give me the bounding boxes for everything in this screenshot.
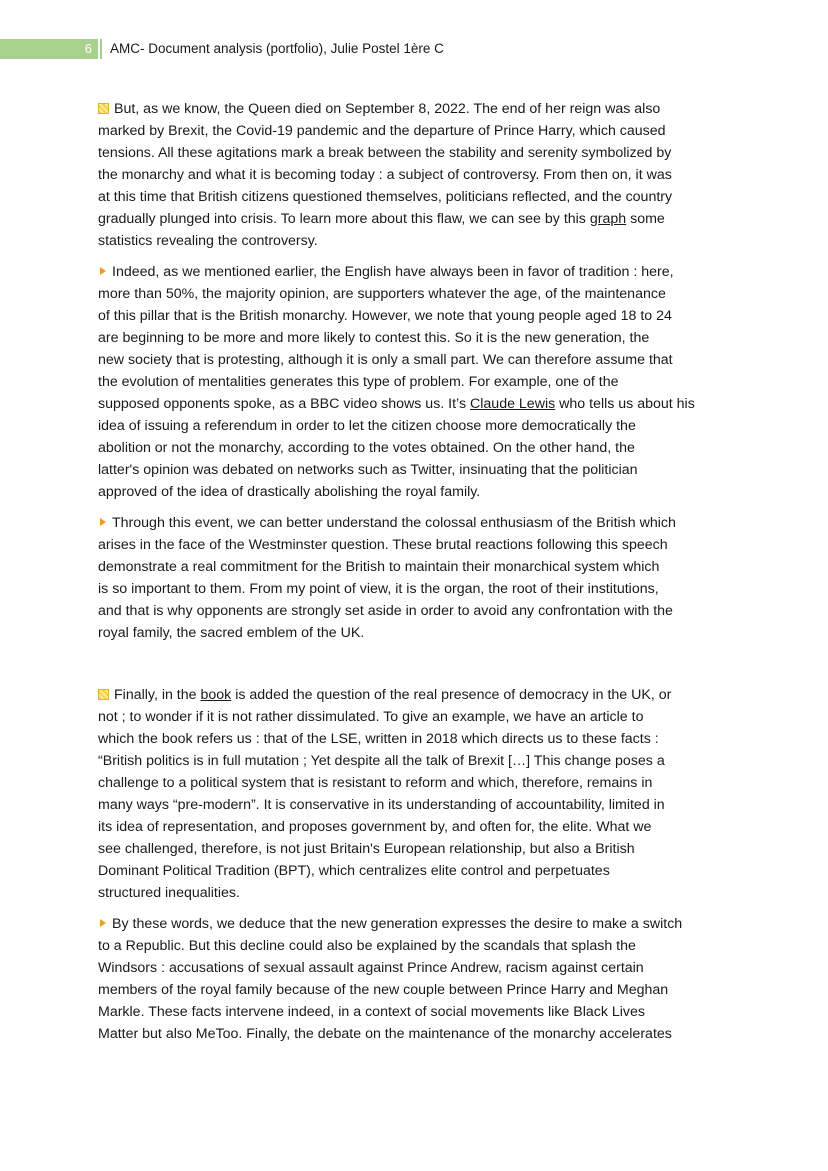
document-title: AMC- Document analysis (portfolio), Julie Postel 1ère C: [110, 41, 444, 56]
page-number-bar: [0, 39, 98, 59]
paragraph-queen-death: But, as we know, the Queen died on September 8, 2022. The end of her reign was also marked by Brexit, the Covid-19 pandemic and the departure of Prince Harry, which caused tensions. All these agitations mark a break between the stability and serenity symbolized by the monarchy and what it is becoming today : a subject of controversy. From then on, it was at this time that British citizens questioned themselves, politicians reflected, and the country gradually plunged into crisis. To learn more about this flaw, we can see by this graph some statistics revealing the controversy.: [98, 101, 673, 249]
section-square-icon: [98, 103, 109, 114]
paragraph-tradition: Indeed, as we mentioned earlier, the English have always been in favor of tradition : here, more than 50%, the majority opinion, are supporters whatever the age, of the maintenance of this pillar that is the British monarchy. However, we note that young people aged 18 to 24 are beginning to be more and more likely to contest this. So it is the new generation, the new society that is protesting, although it is only a small part. We can therefore assume that the evolution of mentalities generates this type of problem. For example, one of the supposed opponents spoke, as a BBC video shows us. It’s Claude Lewis who tells us about his idea of issuing a referendum in order to let the citizen choose more democratically the abolition or not the monarchy, according to the votes obtained. On the other hand, the latter's opinion was debated on networks such as Twitter, insinuating that the politician approved of the idea of drastically abolishing the royal family.: [98, 264, 695, 500]
bullet-triangle-icon: [100, 919, 106, 927]
bullet-triangle-icon: [100, 267, 106, 275]
page-number: 6: [84, 41, 92, 56]
paragraph-enthusiasm: Through this event, we can better understand the colossal enthusiasm of the British which arises in the face of the Westminster question. These brutal reactions following this speech demonstrate a real commitment for the British to maintain their monarchical system which is so important to them. From my point of view, it is the organ, the root of their institutions, and that is why opponents are strongly set aside in order to avoid any confrontation with the royal family, the sacred emblem of the UK.: [98, 515, 676, 641]
book-link[interactable]: book: [200, 687, 232, 703]
bullet-triangle-icon: [100, 518, 106, 526]
document-body: [98, 98, 734, 1054]
page-header: [0, 39, 828, 59]
section-gap: [98, 653, 734, 684]
section-square-icon: [98, 689, 109, 700]
header-divider: [100, 39, 102, 59]
graph-link[interactable]: graph: [589, 211, 627, 227]
claude-lewis-link[interactable]: Claude Lewis: [470, 396, 556, 412]
paragraph-democracy: Finally, in the book is added the question of the real presence of democracy in the UK, or not ; to wonder if it is not rather dissimulated. To give an example, we have an article to which the book refers us : that of the LSE, written in 2018 which directs us to these facts : “British politics is in full mutation ; Yet despite all the talk of Brexit […] This change poses a challenge to a political system that is resistant to reform and which, therefore, remains in many ways “pre-modern”. It is conservative in its understanding of accountability, limited in its idea of representation, and proposes government by, and often for, the elite. What we see challenged, therefore, is not just Britain's European relationship, but also a British Dominant Political Tradition (BPT), which centralizes elite control and perpetuates structured inequalities.: [98, 687, 672, 901]
paragraph-republic: By these words, we deduce that the new generation expresses the desire to make a switch to a Republic. But this decline could also be explained by the scandals that splash the Windsors : accusations of sexual assault against Prince Andrew, racism against certain members of the royal family because of the new couple between Prince Harry and Meghan Markle. These facts intervene indeed, in a context of social movements like Black Lives Matter but also MeToo. Finally, the debate on the maintenance of the monarchy accelerates: [98, 916, 683, 1042]
